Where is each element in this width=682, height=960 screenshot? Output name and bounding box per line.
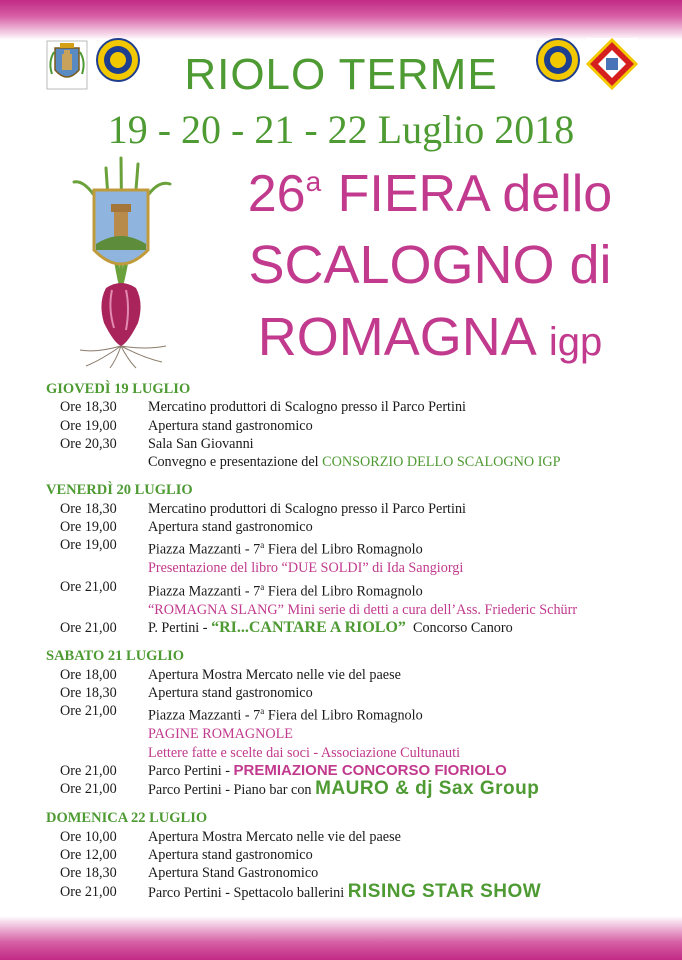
town-title: RIOLO TERME — [184, 50, 498, 99]
event-description: Apertura stand gastronomico — [148, 417, 313, 434]
schedule-row — [46, 559, 646, 577]
bottom-magenta-band — [0, 916, 682, 960]
event-time: Ore 18,30 — [60, 684, 117, 701]
schedule-row — [46, 780, 646, 799]
day-sunday — [46, 809, 646, 901]
schedule-row — [46, 684, 646, 702]
fair-title-line1-text: FIERA dello — [337, 165, 613, 223]
event-description: Piazza Mazzanti - 7$^a$ Fiera del Libro Romagnolo — [148, 706, 423, 724]
event-time: Ore 21,00 — [60, 703, 117, 720]
event-time: Ore 18,00 — [60, 666, 117, 683]
premiazione-highlight: PREMIAZIONE CONCORSO FIORIOLO — [233, 761, 507, 779]
pagine-romagnole: PAGINE ROMAGNOLE — [148, 726, 293, 743]
fair-title — [200, 165, 660, 367]
consorzio-highlight: CONSORZIO DELLO SCALOGNO IGP — [322, 454, 561, 471]
event-description: Piazza Mazzanti - 7$^a$ Fiera del Libro Romagnolo — [148, 581, 423, 600]
schedule-row — [46, 619, 646, 637]
schedule-row — [46, 880, 646, 902]
day-title: DOMENICA 22 LUGLIO — [46, 810, 208, 827]
event-time: Ore 20,30 — [60, 435, 117, 452]
program-schedule — [46, 380, 646, 912]
event-description: Apertura Stand Gastronomico — [148, 865, 319, 882]
fair-title-line3 — [200, 307, 660, 367]
schedule-row — [46, 518, 646, 536]
event-time: Ore 12,00 — [60, 847, 117, 864]
event-time: Ore 19,00 — [60, 417, 117, 434]
schedule-row — [46, 828, 646, 846]
igp-label: igp — [548, 320, 603, 364]
schedule-row — [46, 500, 646, 518]
mauro-highlight: MAURO & dj Sax Group — [315, 778, 540, 800]
book-presentation: Presentazione del libro “DUE SOLDI” di Ida Sangiorgi — [148, 560, 464, 577]
schedule-row — [46, 666, 646, 684]
schedule-row — [46, 398, 646, 416]
event-description: P. Pertini - “RI...CANTARE A RIOLO” Concorso Canoro — [148, 619, 513, 637]
event-description: Parco Pertini - Piano bar con MAURO & dj Sax Group — [148, 778, 540, 800]
cultunauti-note: Lettere fatte e scelte dai soci - Associazione Cultunauti — [148, 744, 461, 761]
event-description: Sala San Giovanni — [148, 435, 254, 452]
fair-title-line3-text: ROMAGNA — [257, 307, 534, 367]
event-time: Ore 18,30 — [60, 500, 117, 517]
event-description: Mercatino produttori di Scalogno presso il Parco Pertini — [148, 399, 466, 416]
day-title: GIOVEDÌ 19 LUGLIO — [46, 381, 191, 397]
day-title: VENERDÌ 20 LUGLIO — [46, 482, 193, 499]
event-time: Ore 21,00 — [60, 620, 117, 637]
schedule-row — [46, 578, 646, 601]
schedule-row — [46, 702, 646, 725]
ricantare-highlight: “RI...CANTARE A RIOLO” — [211, 619, 406, 637]
day-title: SABATO 21 LUGLIO — [46, 648, 185, 665]
event-description: Apertura Mostra Mercato nelle vie del paese — [148, 666, 401, 683]
event-time: Ore 18,30 — [60, 865, 117, 882]
event-time: Ore 21,00 — [60, 578, 117, 595]
day-friday — [46, 481, 646, 637]
event-time: Ore 19,00 — [60, 537, 117, 554]
schedule-row — [46, 864, 646, 882]
schedule-row — [46, 435, 646, 453]
fair-edition-ordinal: a — [305, 166, 322, 197]
event-time: Ore 10,00 — [60, 828, 117, 845]
day-saturday — [46, 647, 646, 799]
fair-title-line1 — [200, 165, 660, 223]
event-time: Ore 21,00 — [60, 762, 117, 779]
schedule-row — [46, 846, 646, 864]
event-time: Ore 21,00 — [60, 883, 117, 900]
top-magenta-band — [0, 0, 682, 40]
event-description: Apertura stand gastronomico — [148, 847, 313, 864]
event-description: Parco Pertini - PREMIAZIONE CONCORSO FIORIOLO — [148, 761, 507, 779]
romagna-slang-note: “ROMAGNA SLANG” Mini serie di detti a cura dell’Ass. Friederic Schürr — [148, 601, 578, 618]
event-description: Apertura stand gastronomico — [148, 684, 313, 701]
schedule-row — [46, 601, 646, 619]
shallot-illustration-icon — [66, 138, 176, 370]
rising-star-highlight: RISING STAR SHOW — [347, 880, 542, 902]
schedule-row — [46, 744, 646, 762]
event-time: Ore 21,00 — [60, 781, 117, 798]
schedule-row — [46, 417, 646, 435]
event-dates: 19 - 20 - 21 - 22 Luglio 2018 — [107, 107, 575, 152]
day-thursday — [46, 380, 646, 471]
event-time: Ore 19,00 — [60, 519, 117, 536]
fair-title-line2: SCALOGNO di — [248, 235, 612, 295]
schedule-row — [46, 453, 646, 471]
event-description: Apertura stand gastronomico — [148, 519, 313, 536]
event-description: Apertura Mostra Mercato nelle vie del paese — [148, 828, 401, 845]
event-description: Parco Pertini - Spettacolo ballerini RISING STAR SHOW — [148, 880, 542, 902]
event-description: Mercatino produttori di Scalogno presso il Parco Pertini — [148, 500, 466, 517]
event-description: Convegno e presentazione del CONSORZIO DELLO SCALOGNO IGP — [148, 454, 561, 471]
schedule-row — [46, 536, 646, 559]
event-time: Ore 18,30 — [60, 399, 117, 416]
schedule-row — [46, 725, 646, 743]
event-description: Piazza Mazzanti - 7$^a$ Fiera del Libro Romagnolo — [148, 540, 423, 559]
fair-edition-number: 26 — [247, 165, 306, 223]
